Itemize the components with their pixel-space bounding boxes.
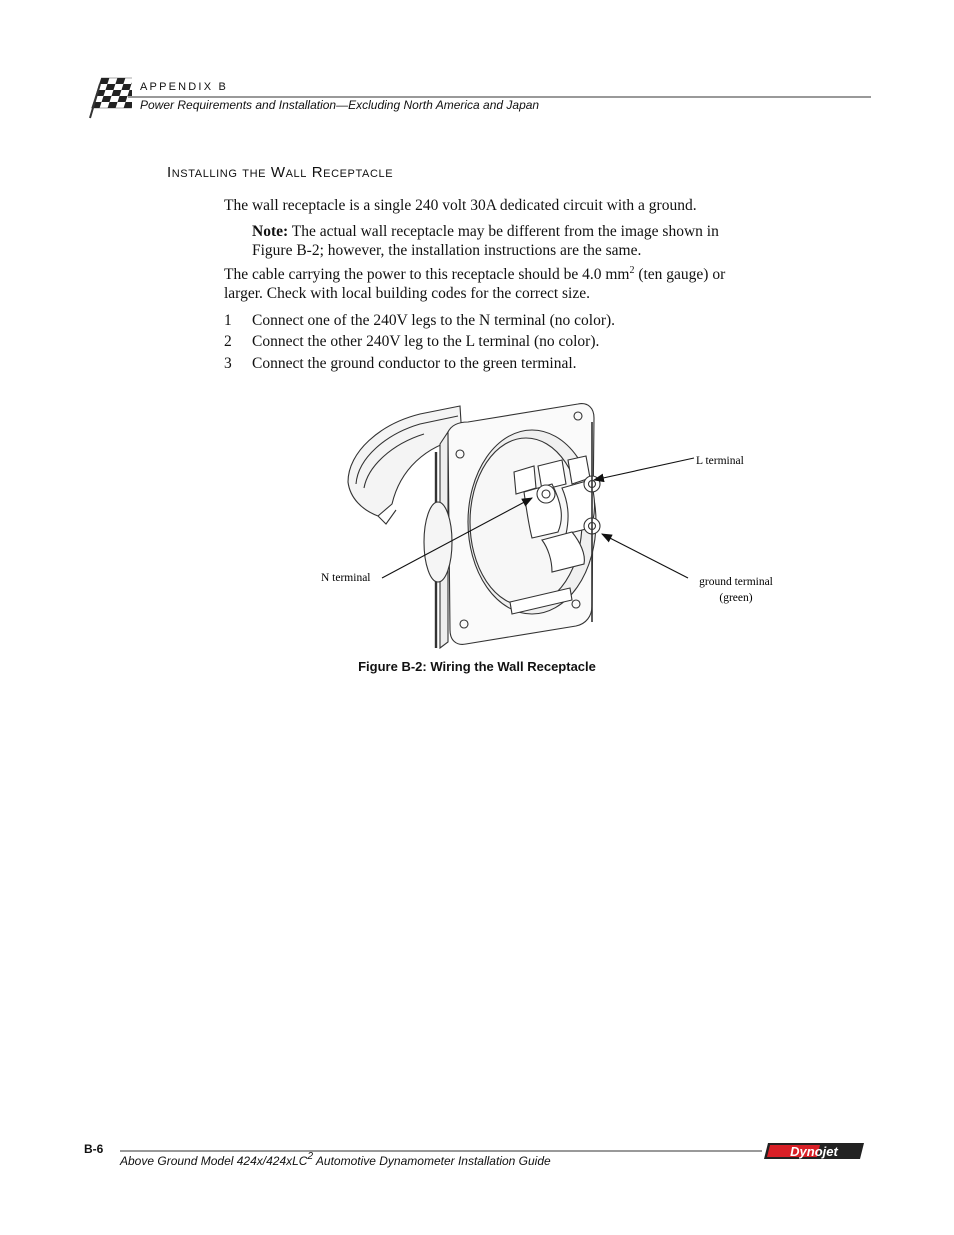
step-text: Connect one of the 240V legs to the N terminal (no color).: [252, 312, 616, 329]
step-item: [224, 333, 599, 351]
step-item: [224, 312, 615, 330]
l-terminal-label: L terminal: [696, 455, 744, 467]
intro-paragraph: The wall receptacle is a single 240 volt 30A dedicated circuit with a ground.: [224, 197, 697, 214]
footer-rule: [120, 1150, 762, 1152]
checkered-flag-icon: [84, 76, 132, 120]
cable-paragraph: [224, 265, 725, 303]
footer-title-superscript: 2: [307, 1151, 314, 1162]
wall-receptacle-figure: [300, 392, 800, 657]
footer-title-a: Above Ground Model 424x/424xLC: [120, 1154, 308, 1168]
note-line-2: Figure B-2; however, the installation instructions are the same.: [252, 242, 642, 259]
note-line-1: The actual wall receptacle may be different from the image shown in: [291, 223, 719, 240]
logo-text: Dynojet: [790, 1144, 838, 1159]
cable-text-a: The cable carrying the power to this receptacle should be 4.0 mm: [224, 266, 630, 283]
figure-caption: Figure B-2: Wiring the Wall Receptacle: [358, 659, 596, 674]
note-block: [252, 222, 719, 260]
ground-terminal-label: ground terminal: [699, 576, 773, 588]
header-subtitle: Power Requirements and Installation—Excluding North America and Japan: [140, 98, 540, 112]
l-terminal-arrow: [594, 458, 694, 480]
n-terminal-label: N terminal: [321, 572, 371, 584]
ground-terminal-arrow: [602, 534, 688, 578]
appendix-label: APPENDIX B: [140, 81, 229, 93]
cable-text-b: (ten gauge) or: [634, 266, 726, 283]
dynojet-logo: [762, 1141, 866, 1161]
step-number: 1: [224, 312, 232, 329]
step-text: Connect the other 240V leg to the L terminal (no color).: [252, 333, 600, 350]
step-item: [224, 355, 577, 373]
cable-superscript: 2: [629, 265, 635, 276]
page-number: B-6: [84, 1142, 104, 1156]
step-text: Connect the ground conductor to the green terminal.: [252, 355, 577, 372]
footer-title: [120, 1151, 551, 1168]
step-number: 2: [224, 333, 232, 350]
cable-text-line-2: larger. Check with local building codes for the correct size.: [224, 285, 590, 302]
step-number: 3: [224, 355, 232, 372]
ground-terminal-color-label: (green): [719, 592, 753, 604]
footer-title-b: Automotive Dynamometer Installation Guide: [313, 1154, 551, 1168]
section-title: Installing the Wall Receptacle: [167, 164, 394, 181]
note-label: Note:: [252, 223, 289, 240]
